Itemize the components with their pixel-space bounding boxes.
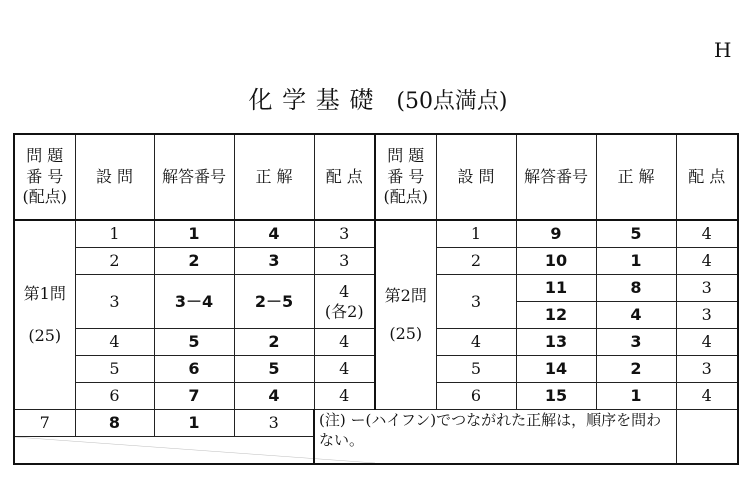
p1-question: 6 — [75, 383, 154, 410]
p2-points: 3 — [676, 302, 738, 329]
p1-correct: 2 — [234, 329, 314, 356]
p2-question: 4 — [436, 329, 516, 356]
p2-points: 4 — [676, 329, 738, 356]
p1-points: 4 — [314, 329, 375, 356]
p2-correct: 1 — [596, 383, 676, 410]
problem2-label: 第2問 — [384, 286, 427, 305]
p2-answer-number: 9 — [516, 220, 596, 248]
p1-answer-number: 3－4 — [154, 275, 234, 329]
header-points-2: 配 点 — [676, 134, 738, 220]
table-row — [14, 410, 738, 437]
p1-question: 2 — [75, 248, 154, 275]
problem2-label-cell — [375, 220, 436, 410]
header-question-1: 設 問 — [75, 134, 154, 220]
header-problem-1 — [14, 134, 75, 220]
p1-answer-number: 8 — [75, 410, 154, 437]
p2-points: 4 — [676, 383, 738, 410]
header-problem-line2: 番 号 — [26, 166, 64, 186]
p2-correct: 8 — [596, 275, 676, 302]
answer-table — [13, 133, 739, 465]
header-problem-2 — [375, 134, 436, 220]
p2-answer-number: 13 — [516, 329, 596, 356]
p1-correct: 2－5 — [234, 275, 314, 329]
header-problem-line3: (配点) — [383, 187, 428, 207]
p1-correct: 4 — [234, 220, 314, 248]
p1-points-cell — [314, 275, 375, 329]
p1-question: 4 — [75, 329, 154, 356]
p1-answer-number: 6 — [154, 356, 234, 383]
header-correct-2: 正 解 — [596, 134, 676, 220]
empty-diagonal-cell — [14, 437, 375, 465]
exam-code: H — [714, 38, 732, 62]
p2-answer-number: 14 — [516, 356, 596, 383]
p2-points: 4 — [676, 220, 738, 248]
p1-points-note: (各2) — [324, 301, 364, 321]
p2-correct: 5 — [596, 220, 676, 248]
problem1-label: 第1問 — [23, 284, 66, 303]
header-problem-line2: 番 号 — [387, 166, 425, 186]
title-text: 化 学 基 礎 — [248, 86, 375, 114]
p1-answer-number: 1 — [154, 220, 234, 248]
header-answer-number-2: 解答番号 — [516, 134, 596, 220]
page-title — [0, 80, 756, 115]
problem1-label-cell — [14, 220, 75, 410]
diagonal-line — [15, 437, 375, 463]
p2-points: 3 — [676, 275, 738, 302]
header-problem-line1: 問 題 — [26, 145, 64, 165]
header-answer-number-1: 解答番号 — [154, 134, 234, 220]
header-points-1: 配 点 — [314, 134, 375, 220]
p1-question: 1 — [75, 220, 154, 248]
p1-points: 3 — [314, 248, 375, 275]
p2-correct: 3 — [596, 329, 676, 356]
p2-correct: 1 — [596, 248, 676, 275]
p2-answer-number: 11 — [516, 275, 596, 302]
p2-question: 5 — [436, 356, 516, 383]
p1-answer-number: 7 — [154, 383, 234, 410]
p1-correct: 3 — [234, 248, 314, 275]
table-row — [14, 220, 738, 248]
problem2-score: (25) — [389, 324, 423, 343]
header-row — [14, 134, 738, 220]
p1-answer-number: 5 — [154, 329, 234, 356]
p1-points: 4 — [339, 281, 350, 301]
p2-correct: 2 — [596, 356, 676, 383]
p1-correct: 5 — [234, 356, 314, 383]
p2-question: 1 — [436, 220, 516, 248]
note-cell: (注) ー(ハイフン)でつながれた正解は，順序を問わない。 — [314, 410, 676, 465]
problem1-score: (25) — [28, 326, 62, 345]
p2-answer-number: 15 — [516, 383, 596, 410]
p2-question: 6 — [436, 383, 516, 410]
p2-points: 4 — [676, 248, 738, 275]
p1-points: 4 — [314, 383, 375, 410]
p1-points: 3 — [314, 220, 375, 248]
p1-points: 3 — [234, 410, 314, 437]
p1-points: 4 — [314, 356, 375, 383]
header-problem-line1: 問 題 — [387, 145, 425, 165]
p1-answer-number: 2 — [154, 248, 234, 275]
p2-question: 3 — [436, 275, 516, 329]
p1-question: 7 — [14, 410, 75, 437]
p2-points: 3 — [676, 356, 738, 383]
p2-answer-number: 10 — [516, 248, 596, 275]
p1-question: 5 — [75, 356, 154, 383]
header-problem-line3: (配点) — [22, 187, 67, 207]
p2-question: 2 — [436, 248, 516, 275]
header-question-2: 設 問 — [436, 134, 516, 220]
p2-answer-number: 12 — [516, 302, 596, 329]
p2-correct: 4 — [596, 302, 676, 329]
p1-question: 3 — [75, 275, 154, 329]
p1-correct: 4 — [234, 383, 314, 410]
header-correct-1: 正 解 — [234, 134, 314, 220]
p1-correct: 1 — [154, 410, 234, 437]
title-subtitle: (50点満点) — [396, 89, 508, 114]
